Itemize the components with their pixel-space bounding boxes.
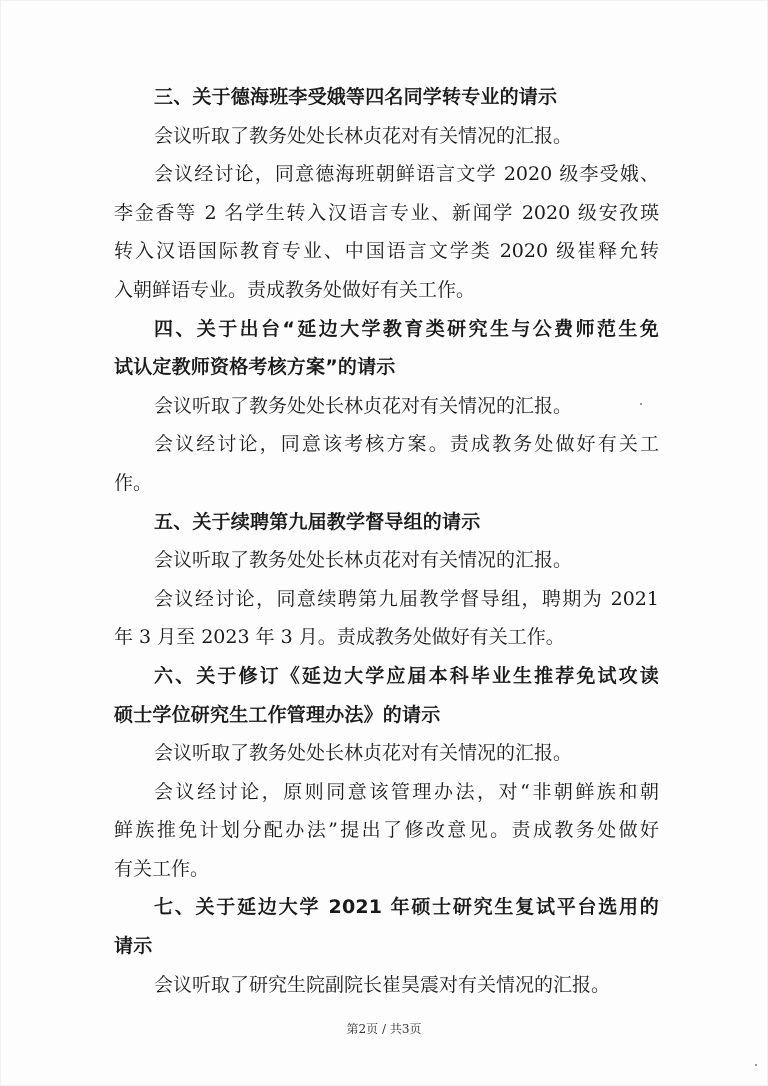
report-line: 会议听取了教务处处长林贞花对有关情况的汇报。 — [154, 394, 573, 417]
decision-line: 有关工作。 — [114, 857, 210, 880]
scan-speck — [640, 403, 642, 405]
document-body — [114, 78, 659, 1004]
section-heading-line: 试认定教师资格考核方案”的请示 — [114, 356, 396, 379]
decision-line: 年 3 月至 2023 年 3 月。责成教务处做好有关工作。 — [114, 626, 565, 649]
section-heading-line: 四、关于出台“延边大学教育类研究生与公费师范生免 — [154, 317, 659, 340]
section-heading-line: 三、关于德海班李受娥等四名同学转专业的请示 — [154, 86, 558, 108]
decision-line: 会议经讨论，原则同意该管理办法，对“非朝鲜族和朝 — [154, 780, 659, 803]
decision-line: 会议经讨论，同意该考核方案。责成教务处做好有关工 — [154, 433, 659, 456]
scan-speck — [755, 1064, 757, 1066]
decision-line: 入朝鲜语专业。责成教务处做好有关工作。 — [114, 278, 476, 301]
section-heading-line: 请示 — [114, 935, 153, 958]
agenda-section — [114, 503, 659, 657]
agenda-section — [114, 310, 659, 503]
decision-line: 李金香等 2 名学生转入汉语言专业、新闻学 2020 级安孜瑛 — [114, 201, 659, 224]
decision-line: 会议经讨论，同意德海班朝鲜语言文学 2020 级李受娥、 — [154, 163, 659, 186]
decision-line: 会议经讨论，同意续聘第九届教学督导组，聘期为 2021 — [154, 587, 659, 610]
decision-line: 鲜族推免计划分配办法”提出了修改意见。责成教务处做好 — [114, 819, 659, 842]
page-footer: 第2页 / 共3页 — [346, 1022, 422, 1036]
decision-line: 转入汉语国际教育专业、中国语言文学类 2020 级崔释允转 — [114, 240, 659, 263]
section-heading-line: 硕士学位研究生工作管理办法》的请示 — [114, 703, 441, 726]
section-heading-line: 七、关于延边大学 2021 年硕士研究生复试平台选用的 — [154, 896, 659, 919]
decision-line: 作。 — [114, 471, 153, 494]
report-line: 会议听取了教务处处长林贞花对有关情况的汇报。 — [154, 742, 573, 765]
report-line: 会议听取了教务处处长林贞花对有关情况的汇报。 — [154, 549, 573, 572]
agenda-section — [114, 657, 659, 889]
section-heading-line: 五、关于续聘第九届教学督导组的请示 — [154, 510, 481, 533]
agenda-section — [114, 78, 659, 310]
report-line: 会议听取了研究生院副院长崔昊震对有关情况的汇报。 — [154, 973, 611, 996]
report-line: 会议听取了教务处处长林贞花对有关情况的汇报。 — [154, 124, 573, 147]
section-heading-line: 六、关于修订《延边大学应届本科毕业生推荐免试攻读 — [154, 664, 659, 687]
agenda-section — [114, 888, 659, 1004]
